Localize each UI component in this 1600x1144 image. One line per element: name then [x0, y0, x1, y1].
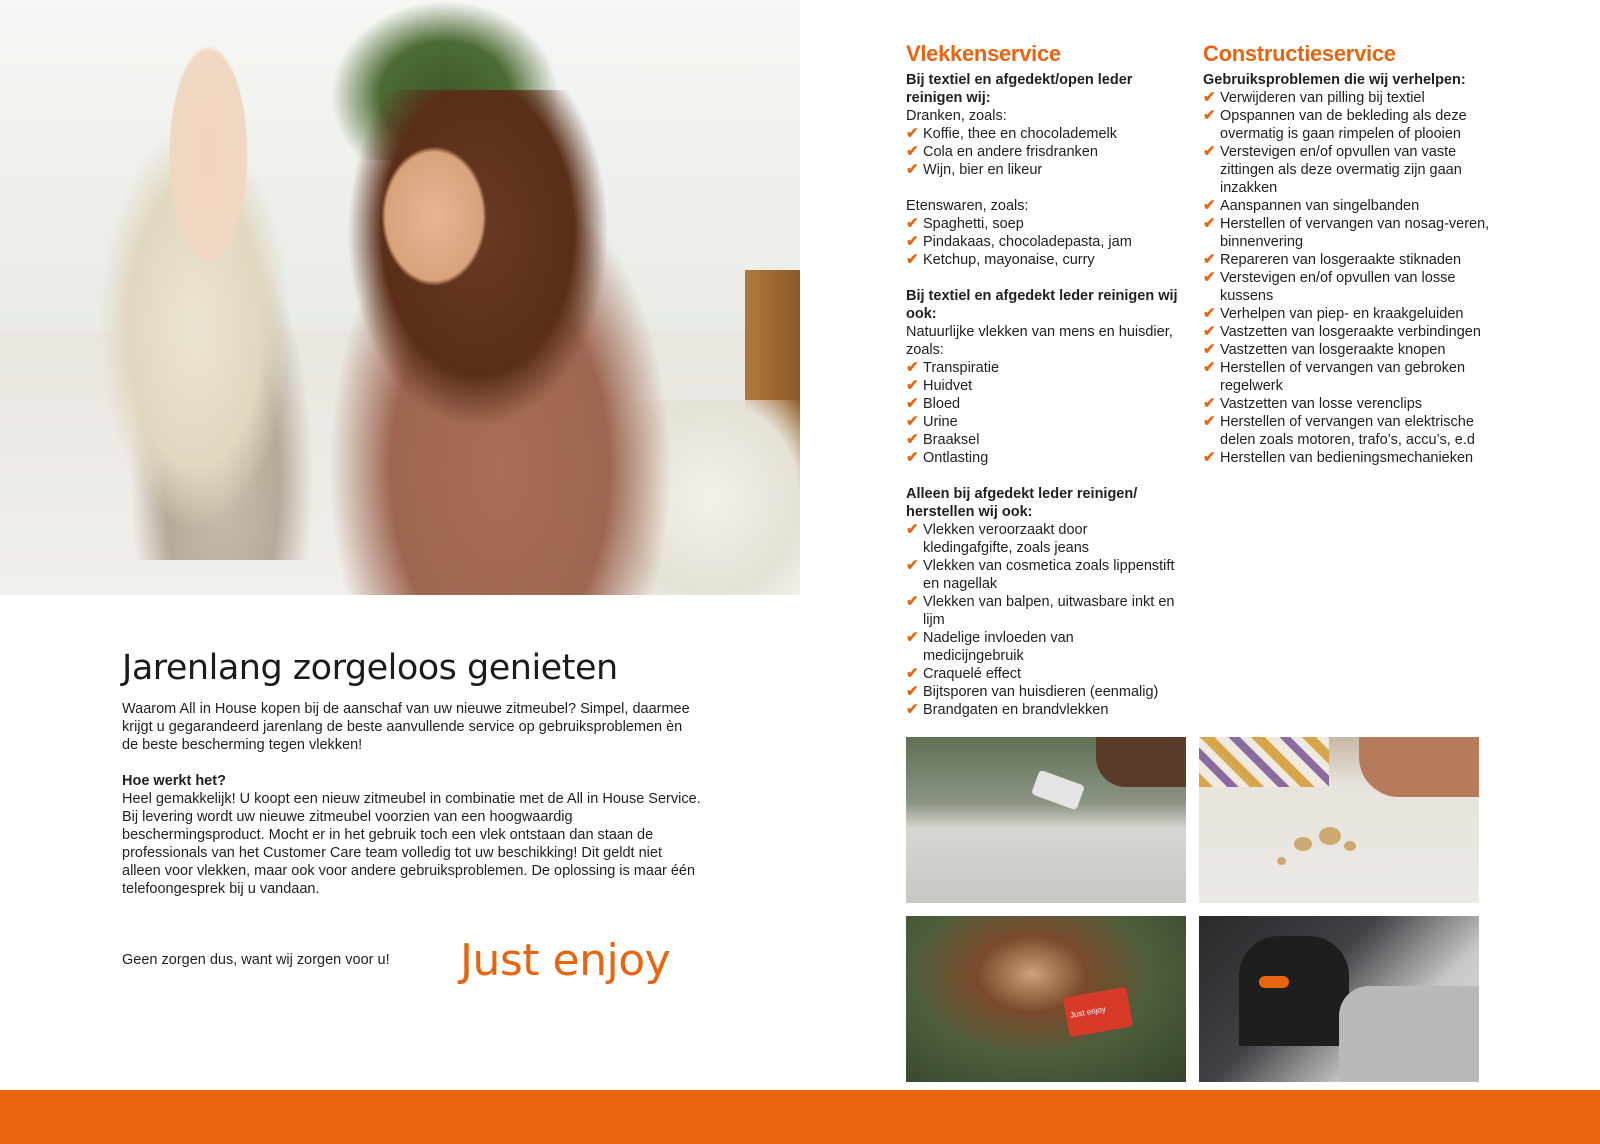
vlekken-section2-heading: Bij textiel en afgedekt leder reinigen wij ook:	[906, 288, 1178, 322]
list-item	[906, 161, 1178, 179]
check-icon: ✔	[1203, 323, 1216, 340]
constructie-list	[1203, 89, 1491, 467]
check-icon: ✔	[906, 215, 919, 232]
constructieservice-column	[1203, 41, 1491, 467]
how-heading: Hoe werkt het?	[122, 773, 226, 789]
list-item	[906, 377, 1178, 395]
natural-intro: Natuurlijke vlekken van mens en huisdier, zoals:	[906, 324, 1173, 358]
food-intro: Etenswaren, zoals:	[906, 198, 1029, 214]
coffee-stain	[1294, 837, 1312, 851]
drinks-list	[906, 125, 1178, 179]
list-item-text: Verstevigen en/of opvullen van vaste zittingen als deze overmatig zijn gaan inzakken	[1220, 144, 1462, 196]
list-item	[906, 701, 1178, 719]
check-icon: ✔	[906, 629, 919, 646]
list-item	[1203, 251, 1491, 269]
arm-shape	[1359, 737, 1479, 797]
couch-arm	[1339, 986, 1479, 1082]
check-icon: ✔	[1203, 197, 1216, 214]
photo-coffee-spill	[1199, 737, 1479, 903]
list-item	[1203, 359, 1491, 395]
intro-paragraph: Waarom All in House kopen bij de aanschaf van uw nieuwe zitmeubel? Simpel, daarmee krijgt u gegarandeerd jarenlang de beste aanvullende service op gebruiksproblemen èn de beste bescherming tegen vlekken!	[122, 701, 690, 753]
list-item	[906, 413, 1178, 431]
list-item	[1203, 395, 1491, 413]
page-title: Jarenlang zorgeloos genieten	[122, 648, 618, 688]
list-item-text: Huidvet	[923, 378, 973, 394]
check-icon: ✔	[1203, 359, 1216, 376]
leather-stains-list	[906, 521, 1178, 719]
list-item	[1203, 323, 1491, 341]
natural-stains-list	[906, 359, 1178, 467]
list-item-text: Bloed	[923, 396, 961, 412]
check-icon: ✔	[906, 557, 919, 574]
list-item-text: Herstellen of vervangen van gebroken regelwerk	[1220, 360, 1466, 394]
list-item	[906, 143, 1178, 161]
spray-bottle	[1031, 770, 1085, 811]
footer-bar	[0, 1090, 1600, 1144]
list-item-text: Herstellen of vervangen van elektrische delen zoals motoren, trafo’s, accu’s, e.d	[1220, 414, 1475, 448]
list-item-text: Ketchup, mayonaise, curry	[923, 252, 1095, 268]
vlekkenservice-column	[906, 41, 1178, 719]
just-enjoy-logo: Just enjoy	[460, 935, 671, 986]
check-icon: ✔	[906, 395, 919, 412]
hero-photo	[0, 0, 800, 595]
check-icon: ✔	[1203, 89, 1216, 106]
check-icon: ✔	[906, 683, 919, 700]
check-icon: ✔	[1203, 251, 1216, 268]
list-item-text: Wijn, bier en likeur	[923, 162, 1043, 178]
list-item	[906, 359, 1178, 377]
check-icon: ✔	[906, 233, 919, 250]
check-icon: ✔	[906, 161, 919, 178]
vlekken-section3-heading: Alleen bij afgedekt leder reinigen/ herstellen wij ook:	[906, 486, 1138, 520]
list-item-text: Verstevigen en/of opvullen van losse kussens	[1220, 270, 1456, 304]
photo-woman-phone	[906, 916, 1186, 1082]
list-item-text: Cola en andere frisdranken	[923, 144, 1098, 160]
list-item-text: Vastzetten van losse verenclips	[1220, 396, 1423, 412]
list-item	[906, 251, 1178, 269]
list-item	[1203, 89, 1491, 107]
list-item-text: Bijtsporen van huisdieren (eenmalig)	[923, 684, 1159, 700]
list-item-text: Repareren van losgeraakte stiknaden	[1220, 252, 1462, 268]
check-icon: ✔	[906, 125, 919, 142]
list-item-text: Braaksel	[923, 432, 980, 448]
list-item-text: Urine	[923, 414, 958, 430]
check-icon: ✔	[1203, 413, 1216, 430]
check-icon: ✔	[1203, 449, 1216, 466]
food-list	[906, 215, 1178, 269]
list-item	[906, 431, 1178, 449]
technician-shirt	[1239, 936, 1349, 1046]
list-item-text: Brandgaten en brandvlekken	[923, 702, 1109, 718]
list-item	[906, 629, 1178, 665]
list-item	[906, 521, 1178, 557]
coffee-stain	[1277, 857, 1286, 865]
check-icon: ✔	[906, 449, 919, 466]
list-item-text: Koffie, thee en chocolademelk	[923, 126, 1118, 142]
check-icon: ✔	[1203, 395, 1216, 412]
list-item	[906, 233, 1178, 251]
check-icon: ✔	[1203, 341, 1216, 358]
shirt-logo	[1259, 976, 1289, 988]
check-icon: ✔	[906, 359, 919, 376]
list-item-text: Craquelé effect	[923, 666, 1022, 682]
list-item-text: Verwijderen van pilling bij textiel	[1220, 90, 1425, 106]
list-item-text: Vastzetten van losgeraakte verbindingen	[1220, 324, 1481, 340]
constructieservice-title: Constructieservice	[1203, 41, 1396, 66]
check-icon: ✔	[1203, 269, 1216, 286]
check-icon: ✔	[906, 413, 919, 430]
check-icon: ✔	[906, 593, 919, 610]
list-item-text: Herstellen of vervangen van nosag-veren, binnenvering	[1220, 216, 1490, 250]
check-icon: ✔	[1203, 215, 1216, 232]
coffee-stain	[1319, 827, 1341, 845]
list-item-text: Vlekken van cosmetica zoals lippenstift en nagellak	[923, 558, 1175, 592]
list-item-text: Transpiratie	[923, 360, 1000, 376]
list-item	[906, 683, 1178, 701]
photo-technician	[1199, 916, 1479, 1082]
list-item	[906, 593, 1178, 629]
vlekken-section1-heading: Bij textiel en afgedekt/open leder reinigen wij:	[906, 72, 1133, 106]
intro-text	[122, 700, 702, 916]
list-item	[1203, 197, 1491, 215]
hand-shape	[1096, 737, 1186, 787]
striped-cushion	[1199, 737, 1329, 787]
check-icon: ✔	[906, 665, 919, 682]
hero-child	[60, 40, 330, 560]
list-item-text: Vlekken van balpen, uitwasbare inkt en lijm	[923, 594, 1175, 628]
list-item-text: Nadelige invloeden van medicijngebruik	[923, 630, 1074, 664]
list-item	[1203, 107, 1491, 143]
list-item	[1203, 143, 1491, 197]
list-item	[1203, 341, 1491, 359]
list-item-text: Spaghetti, soep	[923, 216, 1024, 232]
list-item-text: Vlekken veroorzaakt door kledingafgifte, zoals jeans	[923, 522, 1090, 556]
drinks-intro: Dranken, zoals:	[906, 108, 1007, 124]
list-item-text: Opspannen van de bekleding als deze overmatig is gaan rimpelen of plooien	[1220, 108, 1467, 142]
list-item	[1203, 269, 1491, 305]
list-item	[1203, 305, 1491, 323]
check-icon: ✔	[1203, 143, 1216, 160]
list-item	[906, 665, 1178, 683]
list-item	[1203, 449, 1491, 467]
hero-woman	[280, 90, 720, 595]
list-item	[906, 125, 1178, 143]
check-icon: ✔	[906, 701, 919, 718]
check-icon: ✔	[1203, 107, 1216, 124]
just-enjoy-card: Just enjoy	[1063, 987, 1133, 1038]
check-icon: ✔	[1203, 305, 1216, 322]
list-item-text: Ontlasting	[923, 450, 989, 466]
constructie-heading: Gebruiksproblemen die wij verhelpen:	[1203, 72, 1466, 88]
list-item	[906, 395, 1178, 413]
check-icon: ✔	[906, 251, 919, 268]
how-paragraph: Heel gemakkelijk! U koopt een nieuw zitmeubel in combinatie met de All in House Service. Bij levering wordt uw nieuwe zitmeubel voorzien van een hoogwaardig beschermingsproduct. Mocht er in het gebruik toch een vlek ontstaan dan staan de professionals van het Customer Care team volledig tot uw beschikking! Dit geldt niet alleen voor vlekken, maar ook voor andere gebruiksproblemen. De oplossing is maar één telefoongesprek bij u vandaan.	[122, 791, 701, 897]
photo-spray-sofa	[906, 737, 1186, 903]
list-item	[906, 215, 1178, 233]
check-icon: ✔	[906, 431, 919, 448]
check-icon: ✔	[906, 143, 919, 160]
list-item-text: Verhelpen van piep- en kraakgeluiden	[1220, 306, 1464, 322]
check-icon: ✔	[906, 377, 919, 394]
check-icon: ✔	[906, 521, 919, 538]
coffee-stain	[1344, 841, 1356, 851]
list-item-text: Herstellen van bedieningsmechanieken	[1220, 450, 1474, 466]
list-item	[906, 557, 1178, 593]
list-item-text: Vastzetten van losgeraakte knopen	[1220, 342, 1446, 358]
list-item	[1203, 413, 1491, 449]
list-item-text: Aanspannen van singelbanden	[1220, 198, 1420, 214]
list-item	[1203, 215, 1491, 251]
list-item	[906, 449, 1178, 467]
list-item-text: Pindakaas, chocoladepasta, jam	[923, 234, 1132, 250]
vlekkenservice-title: Vlekkenservice	[906, 41, 1061, 66]
tagline: Geen zorgen dus, want wij zorgen voor u!	[122, 952, 390, 968]
